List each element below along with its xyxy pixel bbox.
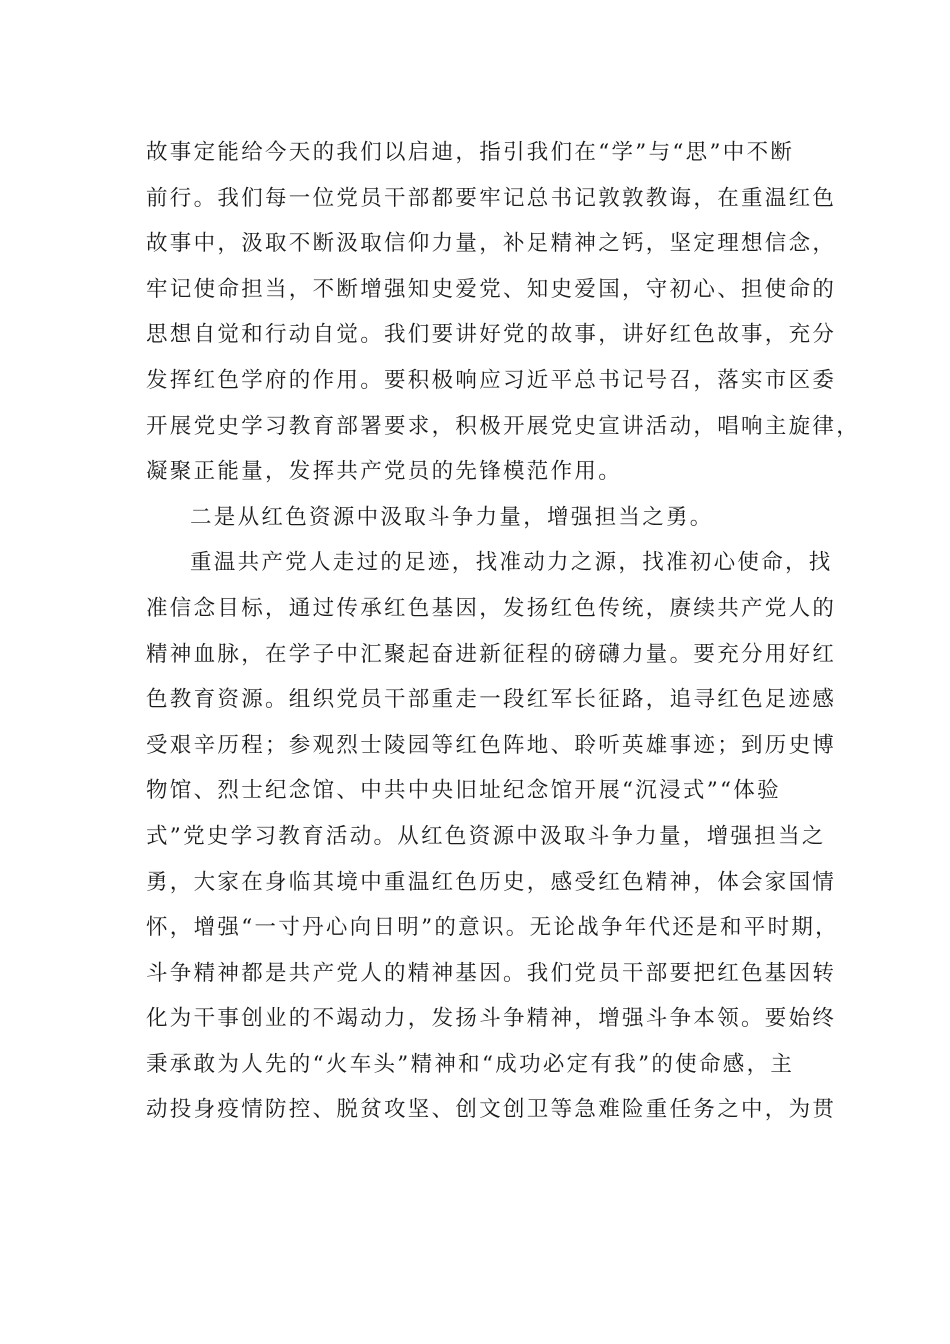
text-line: 故事定能给今天的我们以启迪，指引我们在“学”与“思”中不断	[146, 140, 795, 165]
section-heading: 二是从红色资源中汲取斗争力量，增强担当之勇。	[190, 504, 714, 530]
text-line: 开展党史学习教育部署要求，积极开展党史宣讲活动，唱响主旋律，	[146, 413, 861, 439]
text-line: 化为干事创业的不竭动力，发扬斗争精神，增强斗争本领。要始终	[146, 1006, 837, 1032]
text-line: 斗争精神都是共产党人的精神基因。我们党员干部要把红色基因转	[146, 960, 837, 986]
paragraph-first-line: 重温共产党人走过的足迹，找准动力之源，找准初心使命，找	[190, 550, 833, 576]
text-line: 精神血脉，在学子中汇聚起奋进新征程的磅礴力量。要充分用好红	[146, 641, 837, 667]
text-line: 物馆、烈士纪念馆、中共中央旧址纪念馆开展“沉浸式”“体验	[146, 778, 781, 804]
text-line: 色教育资源。组织党员干部重走一段红军长征路，追寻红色足迹感	[146, 687, 837, 713]
text-line: 怀，增强“一寸丹心向日明”的意识。无论战争年代还是和平时期，	[146, 915, 839, 941]
text-line: 准信念目标，通过传承红色基因，发扬红色传统，赓续共产党人的	[146, 595, 837, 621]
text-line: 受艰辛历程；参观烈士陵园等红色阵地、聆听英雄事迹；到历史博	[146, 732, 837, 758]
text-line: 秉承敢为人先的“火车头”精神和“成功必定有我”的使命感，主	[146, 1051, 795, 1077]
text-line: 思想自觉和行动自觉。我们要讲好党的故事，讲好红色故事，充分	[146, 322, 837, 348]
text-line: 发挥红色学府的作用。要积极响应习近平总书记号召，落实市区委	[146, 367, 837, 393]
text-line: 式”党史学习教育活动。从红色资源中汲取斗争力量，增强担当之	[146, 823, 826, 849]
text-line: 前行。我们每一位党员干部都要牢记总书记敦敦教诲，在重温红色	[146, 185, 837, 211]
text-line: 勇，大家在身临其境中重温红色历史，感受红色精神，体会家国情	[146, 869, 837, 895]
document-body	[146, 130, 861, 1133]
text-line: 凝聚正能量，发挥共产党员的先锋模范作用。	[146, 459, 623, 485]
text-line: 牢记使命担当，不断增强知史爱党、知史爱国，守初心、担使命的	[146, 276, 837, 302]
text-line: 故事中，汲取不断汲取信仰力量，补足精神之钙，坚定理想信念，	[146, 231, 837, 257]
text-line: 动投身疫情防控、脱贫攻坚、创文创卫等急难险重任务之中，为贯	[146, 1097, 837, 1123]
